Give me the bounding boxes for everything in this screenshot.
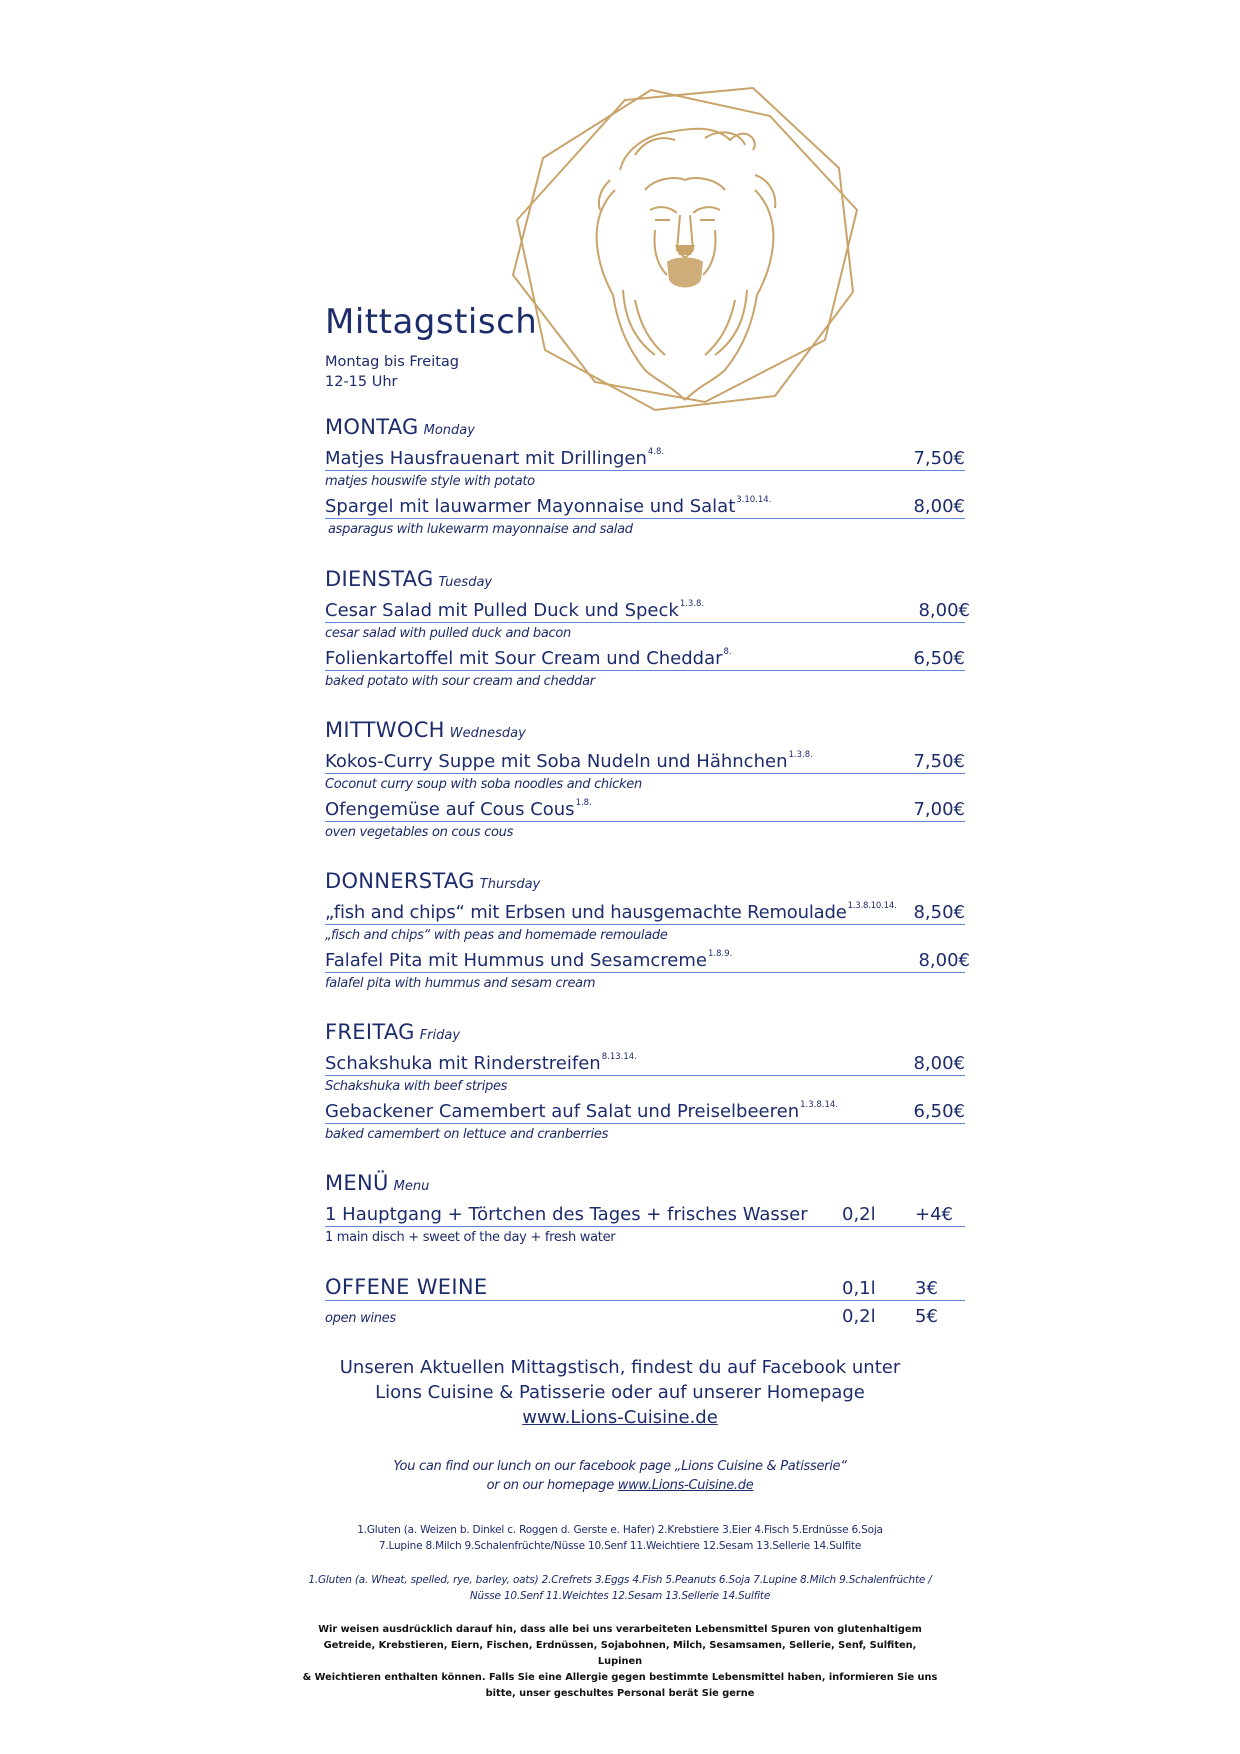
info-line: Lions Cuisine & Patisserie oder auf unserer Homepage: [375, 1382, 865, 1403]
item-translation: 1 main disch + sweet of the day + fresh water: [325, 1230, 616, 1245]
section-title-freitag: [325, 1020, 460, 1044]
item-name-text: Schakshuka mit Rinderstreifen: [325, 1053, 601, 1074]
item-name: [325, 950, 732, 971]
item-price: 3€: [915, 1278, 938, 1299]
item-size: 0,2l: [842, 1306, 876, 1327]
section-title-mittwoch: [325, 718, 526, 742]
section-title-en: Monday: [423, 423, 475, 438]
item-name-text: „fish and chips“ mit Erbsen und hausgemachte Remoulade: [325, 902, 847, 923]
item-name-text: Falafel Pita mit Hummus und Sesamcreme: [325, 950, 707, 971]
section-title-dienstag: [325, 567, 492, 591]
info-text-en: [300, 1457, 940, 1495]
menu-item: [325, 446, 965, 471]
item-name: [325, 496, 771, 517]
allergen-legend-en: [300, 1572, 940, 1604]
item-name: [325, 1101, 838, 1122]
item-translation: cesar salad with pulled duck and bacon: [325, 626, 571, 641]
item-price: 7,50€: [913, 448, 965, 469]
item-name-text: Cesar Salad mit Pulled Duck und Speck: [325, 600, 679, 621]
allergen-line-en: Nüsse 10.Senf 11.Weichtes 12.Sesam 13.Sellerie 14.Sulfite: [469, 1590, 771, 1602]
section-title-wine: OFFENE WEINE: [325, 1275, 488, 1299]
opening-hours: 12-15 Uhr: [325, 374, 398, 390]
section-title-en: Friday: [419, 1028, 461, 1043]
allergen-line: 1.Gluten (a. Weizen b. Dinkel c. Roggen d. Gerste e. Hafer) 2.Krebstiere 3.Eier 4.Fisch 5.Erdnüsse 6.Soja: [357, 1524, 883, 1536]
allergen-line-en: 1.Gluten (a. Wheat, spelled, rye, barley, oats) 2.Crefrets 3.Eggs 4.Fish 5.Peanuts 6.Soja 7.Lupine 8.Milch 9.Schalenfrüchte /: [308, 1574, 932, 1586]
allergen-codes: 1.3.8.: [788, 750, 813, 760]
menu-item: [325, 948, 970, 973]
section-title-text: DONNERSTAG: [325, 869, 475, 893]
item-name: [325, 448, 664, 469]
item-translation: baked potato with sour cream and cheddar: [325, 674, 595, 689]
allergen-codes: 1.3.8.14.: [800, 1100, 838, 1110]
item-name-text: Gebackener Camembert auf Salat und Preiselbeeren: [325, 1101, 800, 1122]
item-name-text: Kokos-Curry Suppe mit Soba Nudeln und Hähnchen: [325, 751, 788, 772]
allergen-codes: 1.8.: [575, 798, 592, 808]
item-price: +4€: [915, 1204, 953, 1225]
item-size: 0,1l: [842, 1278, 876, 1299]
item-translation: „fisch and chips“ with peas and homemade remoulade: [325, 928, 668, 943]
item-name: [325, 600, 704, 621]
lion-logo-icon: [505, 80, 865, 420]
menu-item: [325, 646, 965, 671]
item-name-text: Ofengemüse auf Cous Cous: [325, 799, 575, 820]
item-name: [325, 799, 592, 820]
disclaimer-line: Getreide, Krebstieren, Eiern, Fischen, Erdnüssen, Sojabohnen, Milch, Sesamsamen, Sellerie, Senf, Sulfiten, Lupinen: [323, 1640, 917, 1667]
allergen-codes: 3.10.14.: [736, 495, 772, 505]
item-price: 8,00€: [913, 496, 965, 517]
section-title-menu: [325, 1171, 429, 1195]
item-name: [325, 751, 813, 772]
info-line-en: or on our homepage: [486, 1478, 614, 1493]
menu-item: [325, 598, 970, 623]
item-translation: asparagus with lukewarm mayonnaise and salad: [328, 522, 633, 537]
allergen-codes: 8.: [723, 647, 732, 657]
info-text: [300, 1355, 940, 1430]
item-name-text: Matjes Hausfrauenart mit Drillingen: [325, 448, 647, 469]
item-name-text: Spargel mit lauwarmer Mayonnaise und Salat: [325, 496, 736, 517]
menu-item: [325, 1051, 965, 1076]
item-price: 8,00€: [918, 950, 970, 971]
homepage-link-en[interactable]: www.Lions-Cuisine.de: [617, 1478, 754, 1493]
menu-item-wine: [325, 1272, 965, 1301]
item-name: [325, 902, 897, 923]
section-title-text: FREITAG: [325, 1020, 415, 1044]
item-name: [325, 648, 732, 669]
item-name-text: Folienkartoffel mit Sour Cream und Cheddar: [325, 648, 723, 669]
section-title-text: MITTWOCH: [325, 718, 445, 742]
item-price: 6,50€: [913, 1101, 965, 1122]
menu-item: [325, 494, 965, 519]
section-title-text: MONTAG: [325, 415, 419, 439]
item-translation: open wines: [325, 1311, 396, 1326]
info-line: Unseren Aktuellen Mittagstisch, findest du auf Facebook unter: [339, 1357, 901, 1378]
allergen-codes: 8.13.14.: [601, 1052, 637, 1062]
item-price: 8,50€: [913, 902, 965, 923]
section-title-donnerstag: [325, 869, 540, 893]
item-translation: falafel pita with hummus and sesam cream: [325, 976, 596, 991]
item-price: 6,50€: [913, 648, 965, 669]
section-title-en: Tuesday: [438, 575, 493, 590]
item-translation: Coconut curry soup with soba noodles and chicken: [325, 777, 642, 792]
section-title-en: Menu: [393, 1179, 430, 1194]
section-title-montag: [325, 415, 475, 439]
item-price: 8,00€: [918, 600, 970, 621]
allergen-codes: 1.3.8.: [679, 599, 705, 609]
menu-item: [325, 1099, 965, 1124]
section-title-en: Wednesday: [449, 726, 526, 741]
menu-item: [325, 749, 965, 774]
section-title-en: Thursday: [479, 877, 541, 892]
item-translation: matjes houswife style with potato: [325, 474, 535, 489]
menu-item: [325, 900, 965, 925]
disclaimer-line: Wir weisen ausdrücklich darauf hin, dass alle bei uns verarbeiteten Lebensmittel Spuren von glutenhaltigem: [318, 1624, 922, 1635]
homepage-link[interactable]: www.Lions-Cuisine.de: [522, 1407, 718, 1428]
item-name: [325, 1053, 637, 1074]
info-line-en: You can find our lunch on our facebook page „Lions Cuisine & Patisserie“: [393, 1459, 847, 1474]
item-size: 0,2l: [842, 1204, 876, 1225]
allergy-disclaimer: [300, 1622, 940, 1702]
section-title-text: DIENSTAG: [325, 567, 434, 591]
disclaimer-line: & Weichtieren enthalten können. Falls Sie eine Allergie gegen bestimmte Lebensmittel haben, informieren Sie uns: [302, 1672, 938, 1683]
item-price: 7,50€: [913, 751, 965, 772]
item-name: 1 Hauptgang + Törtchen des Tages + frisches Wasser: [325, 1204, 808, 1225]
item-translation: baked camembert on lettuce and cranberries: [325, 1127, 609, 1142]
item-price: 5€: [915, 1306, 938, 1327]
item-price: 8,00€: [913, 1053, 965, 1074]
allergen-codes: 1.8.9.: [708, 949, 733, 959]
item-translation: Schakshuka with beef stripes: [325, 1079, 508, 1094]
allergen-legend: [300, 1522, 940, 1554]
allergen-codes: 4.8.: [647, 447, 665, 457]
section-title-text: MENÜ: [325, 1171, 389, 1195]
page-title: Mittagstisch: [325, 302, 538, 342]
item-translation: oven vegetables on cous cous: [325, 825, 514, 840]
menu-item: [325, 797, 965, 822]
item-price: 7,00€: [913, 799, 965, 820]
allergen-codes: 1.3.8.10.14.: [847, 901, 897, 911]
opening-days: Montag bis Freitag: [325, 354, 460, 370]
allergen-line: 7.Lupine 8.Milch 9.Schalenfrüchte/Nüsse 10.Senf 11.Weichtiere 12.Sesam 13.Sellerie 14.Sulfite: [378, 1540, 862, 1552]
disclaimer-line: bitte, unser geschultes Personal berät Sie gerne: [485, 1688, 755, 1699]
menu-item: [325, 1202, 965, 1227]
